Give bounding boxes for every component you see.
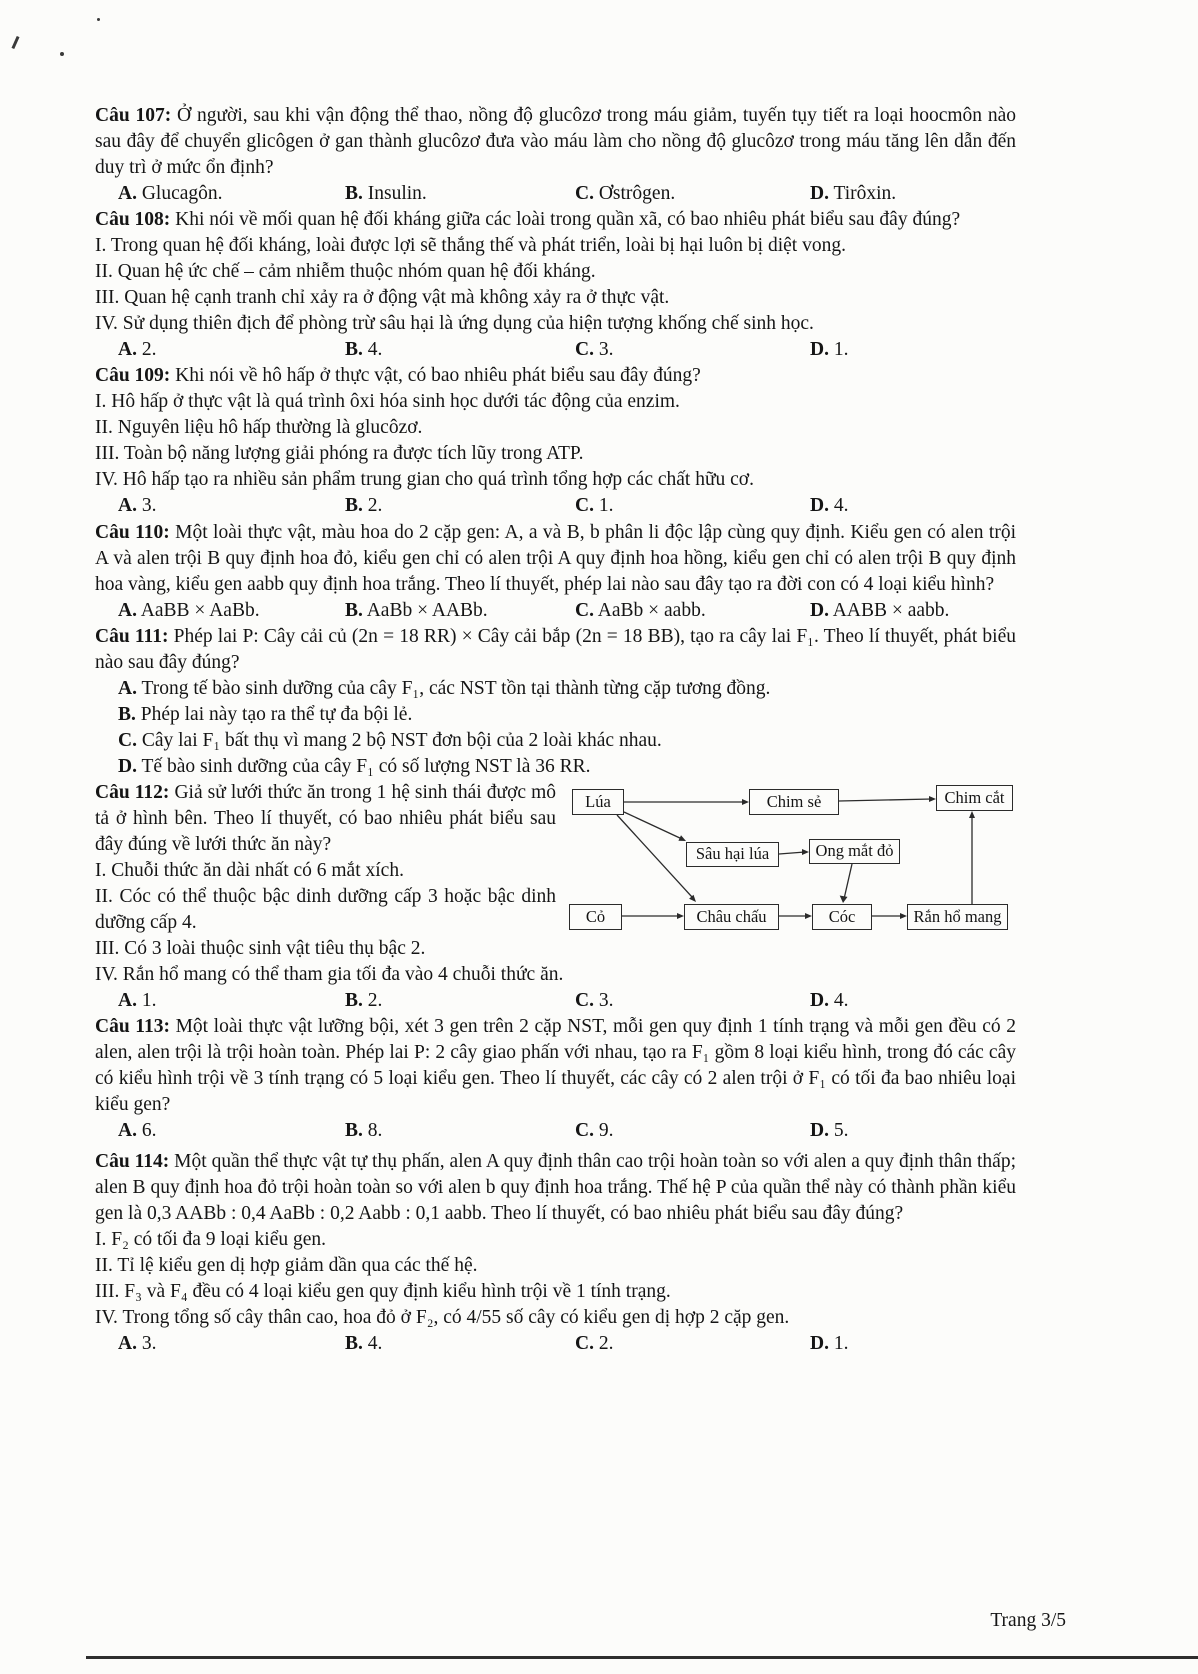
statement-1: I. Chuỗi thức ăn dài nhất có 6 mắt xích. (95, 859, 404, 881)
option-a (118, 337, 345, 363)
option-letter: B. (345, 183, 363, 205)
option-letter: C. (575, 495, 594, 517)
option-letter: C. (575, 990, 594, 1012)
option-b (345, 598, 575, 624)
answer-options (95, 988, 1016, 1014)
option-text: 2. (598, 1333, 614, 1355)
option-text: 4. (833, 495, 849, 517)
option-text: AaBB × AaBb. (140, 599, 260, 621)
question-text (95, 1149, 1016, 1227)
question-body: Khi nói về mối quan hệ đối kháng giữa các loài trong quần xã, có bao nhiêu phát biểu sau đây đúng? (175, 209, 961, 231)
statement-1: I. F₂ có tối đa 9 loại kiểu gen. (95, 1229, 327, 1251)
node-sau-hai-lua: Sâu hại lúa (686, 842, 779, 867)
option-text: 3. (141, 495, 157, 517)
question-label: Câu 107: (95, 105, 172, 126)
option-a (118, 1331, 345, 1357)
option-b (345, 493, 575, 519)
option-letter: A. (118, 339, 137, 361)
scan-bottom-edge (86, 1656, 1198, 1659)
option-d (810, 181, 1016, 207)
question-body: Một loài thực vật, màu hoa do 2 cặp gen: A, a và B, b phân li độc lập cùng quy định. Kiểu gen có alen trội A và alen trội B quy định hoa đỏ, kiểu gen chỉ có alen trội A quy định hoa hồng, kiểu gen chỉ có alen trội B quy định hoa vàng, kiểu gen aabb quy định hoa trắng. Theo lí thuyết, phép lai nào sau đây tạo ra đời con có 4 loại kiểu hình? (95, 521, 1016, 595)
node-coc: Cóc (812, 904, 872, 930)
option-text: Tirôxin. (833, 183, 897, 205)
option-text: AaBb × aabb. (597, 599, 706, 621)
statement-2: II. Cóc có thể thuộc bậc dinh dưỡng cấp 3 hoặc bậc dinh dưỡng cấp 4. (95, 885, 556, 933)
question-label: Câu 114: (95, 1151, 170, 1173)
answer-options (95, 337, 1016, 363)
question-body: Ở người, sau khi vận động thể thao, nồng độ glucôzơ trong máu giảm, tuyến tụy tiết ra loại hoocmôn nào sau đây để chuyển glicôgen ở gan thành glucôzơ đưa vào máu làm cho nồng độ glucôzơ trong máu tăng lên dẫn đến duy trì ở mức ổn định? (95, 105, 1017, 179)
option-a (118, 598, 345, 624)
option-letter: D. (810, 495, 829, 517)
option-c (575, 181, 810, 207)
option-letter: D. (118, 755, 137, 777)
statement-4: IV. Hô hấp tạo ra nhiều sản phẩm trung gian cho quá trình tổng hợp các chất hữu cơ. (95, 469, 754, 491)
question-label: Câu 109: (95, 365, 171, 387)
scan-artifact (11, 36, 19, 49)
statement-2: II. Nguyên liệu hô hấp thường là glucôzơ. (95, 417, 423, 439)
option-text: 1. (141, 990, 157, 1012)
option-text: 8. (367, 1120, 383, 1142)
option-c (575, 493, 810, 519)
question-111 (95, 624, 1016, 780)
option-letter: A. (118, 1333, 137, 1355)
question-text (95, 363, 1016, 389)
option-d (810, 493, 1016, 519)
option-text: 3. (598, 339, 614, 361)
question-label: Câu 111: (95, 625, 169, 647)
node-chim-cat: Chim cắt (936, 785, 1013, 811)
option-text: Trong tế bào sinh dưỡng của cây F₁, các NST tồn tại thành từng cặp tương đồng. (141, 677, 771, 699)
question-text (95, 520, 1016, 598)
question-label: Câu 108: (95, 209, 171, 231)
answer-options (95, 1118, 1016, 1144)
option-text: 2. (141, 339, 157, 361)
option-c (575, 1331, 810, 1357)
option-letter: C. (575, 183, 594, 205)
option-letter: B. (345, 339, 363, 361)
question-text (95, 624, 1016, 676)
option-letter: C. (575, 1120, 594, 1142)
option-d (810, 1118, 1016, 1144)
option-line-b (95, 702, 1016, 728)
option-d (810, 598, 1016, 624)
statement-3: III. Có 3 loài thuộc sinh vật tiêu thụ bậc 2. (95, 938, 426, 959)
option-letter: A. (118, 495, 137, 517)
option-text: 2. (367, 990, 383, 1012)
option-text: 2. (367, 495, 383, 517)
node-lua: Lúa (572, 789, 624, 815)
question-108 (95, 207, 1016, 363)
statement-2: II. Quan hệ ức chế – cảm nhiễm thuộc nhóm quan hệ đối kháng. (95, 261, 596, 283)
option-text: 1. (598, 495, 614, 517)
question-label: Câu 113: (95, 1016, 170, 1038)
statement-2: II. Tỉ lệ kiểu gen dị hợp giảm dần qua các thế hệ. (95, 1255, 478, 1277)
option-letter: A. (118, 599, 137, 621)
question-text (95, 207, 1016, 233)
option-d (810, 1331, 1016, 1357)
question-body: Giả sử lưới thức ăn trong 1 hệ sinh thái được mô tả ở hình bên. Theo lí thuyết, có bao nhiêu phát biểu sau đây đúng về lưới thức ăn này? (95, 781, 556, 855)
option-text: 5. (833, 1120, 849, 1142)
option-text: Cây lai F₁ bất thụ vì mang 2 bộ NST đơn bội của 2 loài khác nhau. (141, 729, 662, 751)
question-label: Câu 110: (95, 521, 170, 543)
option-d (810, 988, 1016, 1014)
answer-options (95, 181, 1016, 207)
scan-artifact (60, 52, 64, 56)
option-b (345, 988, 575, 1014)
option-text: 4. (367, 339, 383, 361)
option-letter: A. (118, 677, 137, 699)
option-b (345, 181, 575, 207)
node-ran-ho-mang: Rắn hổ mang (907, 904, 1008, 930)
option-b (345, 1118, 575, 1144)
answer-options (95, 1331, 1016, 1357)
option-letter: C. (575, 599, 594, 621)
answer-options (95, 493, 1016, 519)
option-letter: B. (118, 703, 136, 725)
page-number: Trang 3/5 (990, 1610, 1066, 1631)
option-letter: C. (118, 729, 137, 751)
node-co: Cỏ (569, 904, 622, 930)
option-letter: A. (118, 1120, 137, 1142)
question-113 (95, 1014, 1016, 1144)
option-c (575, 1118, 810, 1144)
food-web-diagram (569, 782, 1016, 934)
option-text: 3. (141, 1333, 157, 1355)
option-a (118, 181, 345, 207)
option-b (345, 337, 575, 363)
option-text: 9. (598, 1120, 614, 1142)
option-c (575, 988, 810, 1014)
question-112 (95, 780, 1016, 1014)
option-text: Insulin. (367, 183, 427, 205)
option-letter: D. (810, 1120, 829, 1142)
option-letter: B. (345, 495, 363, 517)
option-c (575, 337, 810, 363)
node-chau-chau: Châu chấu (684, 904, 779, 930)
option-letter: B. (345, 990, 363, 1012)
scan-artifact (97, 18, 100, 21)
statement-1: I. Trong quan hệ đối kháng, loài được lợi sẽ thắng thế và phát triển, loài bị hại luôn bị diệt vong. (95, 235, 846, 257)
option-letter: C. (575, 339, 594, 361)
option-line-d (95, 754, 1016, 780)
question-body: Một loài thực vật lưỡng bội, xét 3 gen trên 2 cặp NST, mỗi gen quy định 1 tính trạng và mỗi gen đều có 2 alen, alen trội là trội hoàn toàn. Phép lai P: 2 cây giao phấn với nhau, tạo ra F₁ gồm 8 loại kiểu hình, trong đó các cây có kiểu hình trội về 3 tính trạng có 5 loại kiểu gen. Theo lí thuyết, các cây có 2 alen trội ở F₁ có tối đa bao nhiêu loại kiểu gen? (95, 1016, 1016, 1116)
question-114 (95, 1149, 1016, 1357)
statement-3: III. Toàn bộ năng lượng giải phóng ra được tích lũy trong ATP. (95, 443, 584, 465)
option-a (118, 493, 345, 519)
option-text: AABB × aabb. (832, 599, 950, 621)
option-text: 1. (833, 339, 849, 361)
node-ong-mat-do: Ong mắt đỏ (809, 839, 900, 864)
statement-3: III. Quan hệ cạnh tranh chỉ xảy ra ở động vật mà không xảy ra ở thực vật. (95, 287, 670, 309)
option-text: Tế bào sinh dưỡng của cây F₁ có số lượng NST là 36 RR. (141, 755, 591, 777)
question-text (95, 103, 1016, 181)
option-c (575, 598, 810, 624)
option-d (810, 337, 1016, 363)
option-text: 1. (833, 1333, 849, 1355)
option-text: Phép lai này tạo ra thể tự đa bội lẻ. (140, 703, 413, 725)
option-text: Glucagôn. (141, 183, 223, 205)
option-b (345, 1331, 575, 1357)
option-a (118, 988, 345, 1014)
question-label: Câu 112: (95, 781, 170, 803)
option-letter: D. (810, 339, 829, 361)
option-line-c (95, 728, 1016, 754)
question-109 (95, 363, 1016, 519)
option-letter: A. (118, 990, 137, 1012)
statement-4: IV. Sử dụng thiên địch để phòng trừ sâu hại là ứng dụng của hiện tượng khống chế sinh học. (95, 313, 814, 335)
option-letter: B. (345, 1120, 363, 1142)
option-text: 4. (367, 1333, 383, 1355)
option-text: AaBb × AABb. (366, 599, 488, 621)
option-letter: D. (810, 1333, 829, 1355)
node-chim-se: Chim sẻ (749, 789, 839, 815)
question-body: Phép lai P: Cây cải củ (2n = 18 RR) × Cây cải bắp (2n = 18 BB), tạo ra cây lai F₁. Theo lí thuyết, phát biểu nào sau đây đúng? (95, 625, 1017, 673)
statement-4: IV. Trong tổng số cây thân cao, hoa đỏ ở F₂, có 4/55 số cây có kiểu gen dị hợp 2 cặp gen. (95, 1307, 790, 1329)
option-letter: A. (118, 183, 137, 205)
option-letter: D. (810, 183, 829, 205)
option-letter: B. (345, 599, 363, 621)
statement-3: III. F₃ và F₄ đều có 4 loại kiểu gen quy định kiểu hình trội về 1 tính trạng. (95, 1281, 671, 1303)
option-line-a (95, 676, 1016, 702)
answer-options (95, 598, 1016, 624)
question-body: Khi nói về hô hấp ở thực vật, có bao nhiêu phát biểu sau đây đúng? (175, 365, 701, 387)
statement-4: IV. Rắn hổ mang có thể tham gia tối đa vào 4 chuỗi thức ăn. (95, 964, 564, 986)
option-text: 6. (141, 1120, 157, 1142)
option-letter: B. (345, 1333, 363, 1355)
option-a (118, 1118, 345, 1144)
question-110 (95, 520, 1016, 624)
question-text (95, 1014, 1016, 1118)
statement-1: I. Hô hấp ở thực vật là quá trình ôxi hóa sinh học dưới tác động của enzim. (95, 391, 680, 413)
option-letter: C. (575, 1333, 594, 1355)
question-body: Một quần thể thực vật tự thụ phấn, alen A quy định thân cao trội hoàn toàn so với alen a quy định thân thấp; alen B quy định hoa đỏ trội hoàn toàn so với alen b quy định hoa trắng. Thế hệ P của quần thể này có thành phần kiểu gen là 0,3 AABb : 0,4 AaBb : 0,2 Aabb : 0,1 aabb. Theo lí thuyết, có bao nhiêu phát biểu sau đây đúng? (95, 1151, 1016, 1225)
option-text: 3. (598, 990, 614, 1012)
option-letter: D. (810, 599, 829, 621)
option-text: 4. (833, 990, 849, 1012)
exam-page (95, 103, 1016, 1358)
option-letter: D. (810, 990, 829, 1012)
question-107 (95, 103, 1016, 207)
option-text: Ơstrôgen. (598, 183, 676, 205)
